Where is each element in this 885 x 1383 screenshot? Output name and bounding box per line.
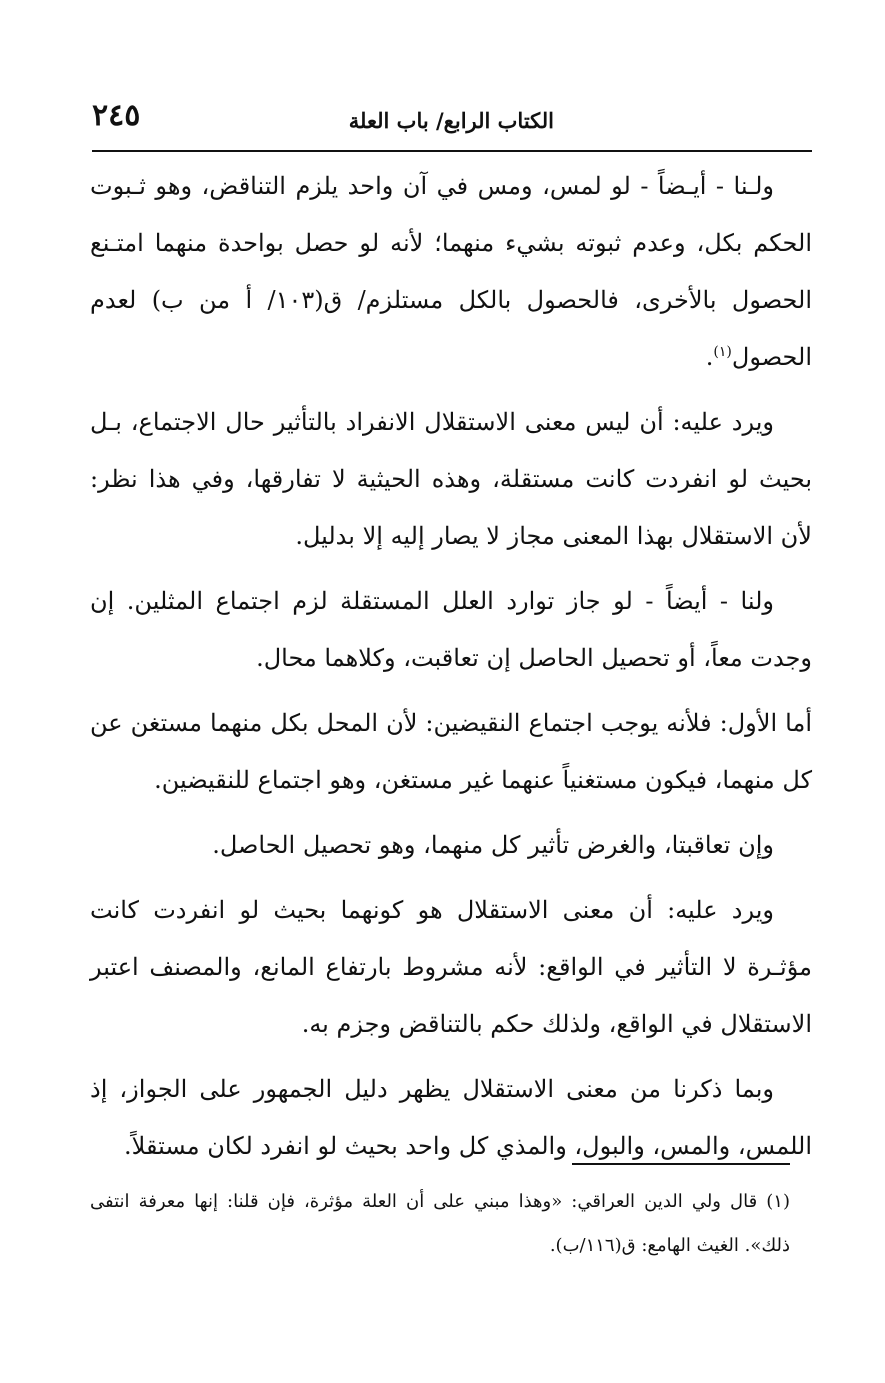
paragraph-1-tail: . bbox=[705, 343, 714, 371]
paragraph-5: وإن تعاقبتا، والغرض تأثير كل منهما، وهو تحصيل الحاصل. bbox=[212, 831, 774, 859]
main-text bbox=[90, 158, 812, 1183]
footnote-reference: (١) bbox=[713, 344, 732, 360]
running-head: الكتاب الرابع/ باب العلة bbox=[348, 108, 554, 133]
footnote-rule bbox=[572, 1163, 790, 1165]
header-rule bbox=[92, 150, 812, 152]
page-header bbox=[92, 96, 812, 142]
paragraph-7: وبما ذكرنا من معنى الاستقلال يظهر دليل الجمهور على الجواز، إذ اللمس، والمس، والبول، والمذي كل واحد بحيث لو انفرد لكان مستقلاً. bbox=[90, 1075, 812, 1160]
paragraph-1 bbox=[90, 158, 812, 386]
footnote bbox=[90, 1180, 790, 1268]
page-number: ٢٤٥ bbox=[92, 98, 141, 133]
paragraph-1-text: ولـنا - أيـضاً - لو لمس، ومس في آن واحد يلزم التناقض، وهو ثـبوت الحكم بكل، وعدم ثبوته بشيء منهما؛ لأنه لو حصل بواحدة منهما امتـنع الحصول بالأخرى، فالحصول بالكل مستلزم/ ق(١٠٣/ أ من ب) لعدم الحصول bbox=[90, 172, 812, 371]
paragraph-4: أما الأول: فلأنه يوجب اجتماع النقيضين: لأن المحل بكل منهما مستغن عن كل منهما، فيكون مستغنياً عنهما غير مستغن، وهو اجتماع للنقيضين. bbox=[90, 709, 812, 794]
footnote-text: (١) قال ولي الدين العراقي: «وهذا مبني على أن العلة مؤثرة، فإن قلنا: إنها معرفة انتفى ذلك». الغيث الهامع: ق(١١٦/ب). bbox=[90, 1191, 790, 1256]
paragraph-3: ولنا - أيضاً - لو جاز توارد العلل المستقلة لزم اجتماع المثلين. إن وجدت معاً، أو تحصيل الحاصل إن تعاقبت، وكلاهما محال. bbox=[90, 587, 812, 672]
paragraph-2: ويرد عليه: أن ليس معنى الاستقلال الانفراد بالتأثير حال الاجتماع، بـل بحيث لو انفردت كانت مستقلة، وهذه الحيثية لا تفارقها، وفي هذا نظر: لأن الاستقلال بهذا المعنى مجاز لا يصار إليه إلا بدليل. bbox=[90, 408, 812, 550]
paragraph-6: ويرد عليه: أن معنى الاستقلال هو كونهما بحيث لو انفردت كانت مؤثـرة لا التأثير في الواقع: لأنه مشروط بارتفاع المانع، والمصنف اعتبر الاستقلال في الواقع، ولذلك حكم بالتناقض وجزم به. bbox=[90, 896, 812, 1038]
